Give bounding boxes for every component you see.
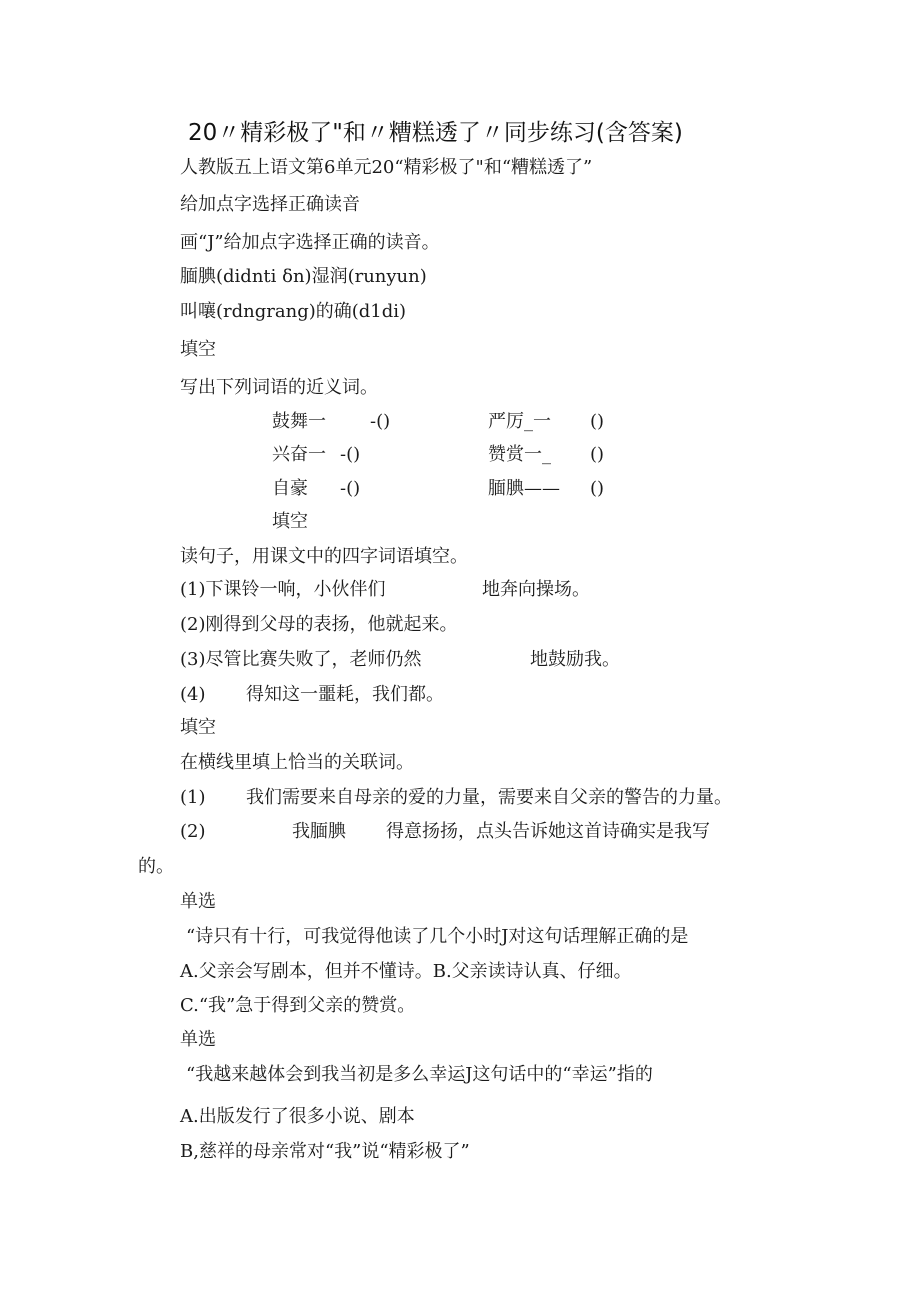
synonym-word: 兴奋一 (272, 444, 326, 465)
section-type: 单选 (180, 1029, 216, 1050)
section-heading: 给加点字选择正确读音 (180, 194, 360, 215)
synonym-blank: -() (340, 444, 361, 465)
synonym-word: 腼腆—— (488, 478, 560, 499)
synonym-blank: -() (340, 478, 361, 499)
fill-item: (3)尽管比赛失败了，老师仍然 (180, 649, 422, 670)
item-number: (1) (180, 787, 206, 808)
instruction: 在横线里填上恰当的关联词。 (180, 752, 414, 773)
item-number: (2) (180, 821, 206, 842)
synonym-blank: () (590, 478, 605, 499)
fill-item-tail: 得知这一噩耗，我们都。 (246, 684, 444, 705)
question: “我越来越体会到我当初是多么幸运J这句话中的“幸运”指的 (186, 1064, 653, 1085)
synonym-word: 自豪 (272, 478, 308, 499)
conjunction-item: 我腼腆 (292, 821, 346, 842)
continuation: 的。 (138, 856, 174, 877)
instruction: 读句子，用课文中的四字词语填空。 (180, 546, 468, 567)
option-line: A.出版发行了很多小说、剧本 (180, 1106, 415, 1127)
fill-item-tail: 地鼓励我。 (530, 649, 620, 670)
section-type: 填空 (180, 339, 216, 360)
synonym-blank: -() (370, 411, 391, 432)
synonym-blank: () (590, 444, 605, 465)
synonym-word: 赞赏一_ (488, 444, 551, 465)
pinyin-line: 腼腆(didnti δn)湿润(runyun) (180, 266, 427, 287)
section-type: 填空 (272, 511, 308, 532)
option-line: A.父亲会写剧本，但并不懂诗。B.父亲读诗认真、仔细。 (180, 961, 632, 982)
conjunction-item: 我们需要来自母亲的爱的力量，需要来自父亲的警告的力量。 (246, 787, 732, 808)
section-type: 填空 (180, 717, 216, 738)
synonym-blank: () (590, 411, 605, 432)
synonym-word: 鼓舞一 (272, 411, 326, 432)
instruction: 写出下列词语的近义词。 (180, 377, 378, 398)
fill-item-tail: 地奔向操场。 (482, 579, 590, 600)
document-title: 20〃精彩极了"和〃糟糕透了〃同步练习(含答案) (188, 120, 683, 146)
option-line: B,慈祥的母亲常对“我”说“精彩极了” (180, 1141, 470, 1162)
synonym-word: 严厉_一 (488, 411, 551, 432)
document-subtitle: 人教版五上语文第6单元20“精彩极了"和“糟糕透了” (180, 157, 593, 178)
fill-item: (2)刚得到父母的表扬，他就起来。 (180, 614, 458, 635)
fill-item: (4) (180, 684, 206, 705)
instruction: 画“J”给加点字选择正确的读音。 (180, 232, 440, 253)
section-type: 单选 (180, 891, 216, 912)
pinyin-line: 叫嚷(rdngrang)的确(d1di) (180, 301, 407, 322)
question: “诗只有十行，可我觉得他读了几个小时J对这句话理解正确的是 (186, 926, 689, 947)
conjunction-item: 得意扬扬，点头告诉她这首诗确实是我写 (386, 821, 710, 842)
fill-item: (1)下课铃一响，小伙伴们 (180, 579, 386, 600)
option-line: C.“我”急于得到父亲的赞赏。 (180, 995, 416, 1016)
